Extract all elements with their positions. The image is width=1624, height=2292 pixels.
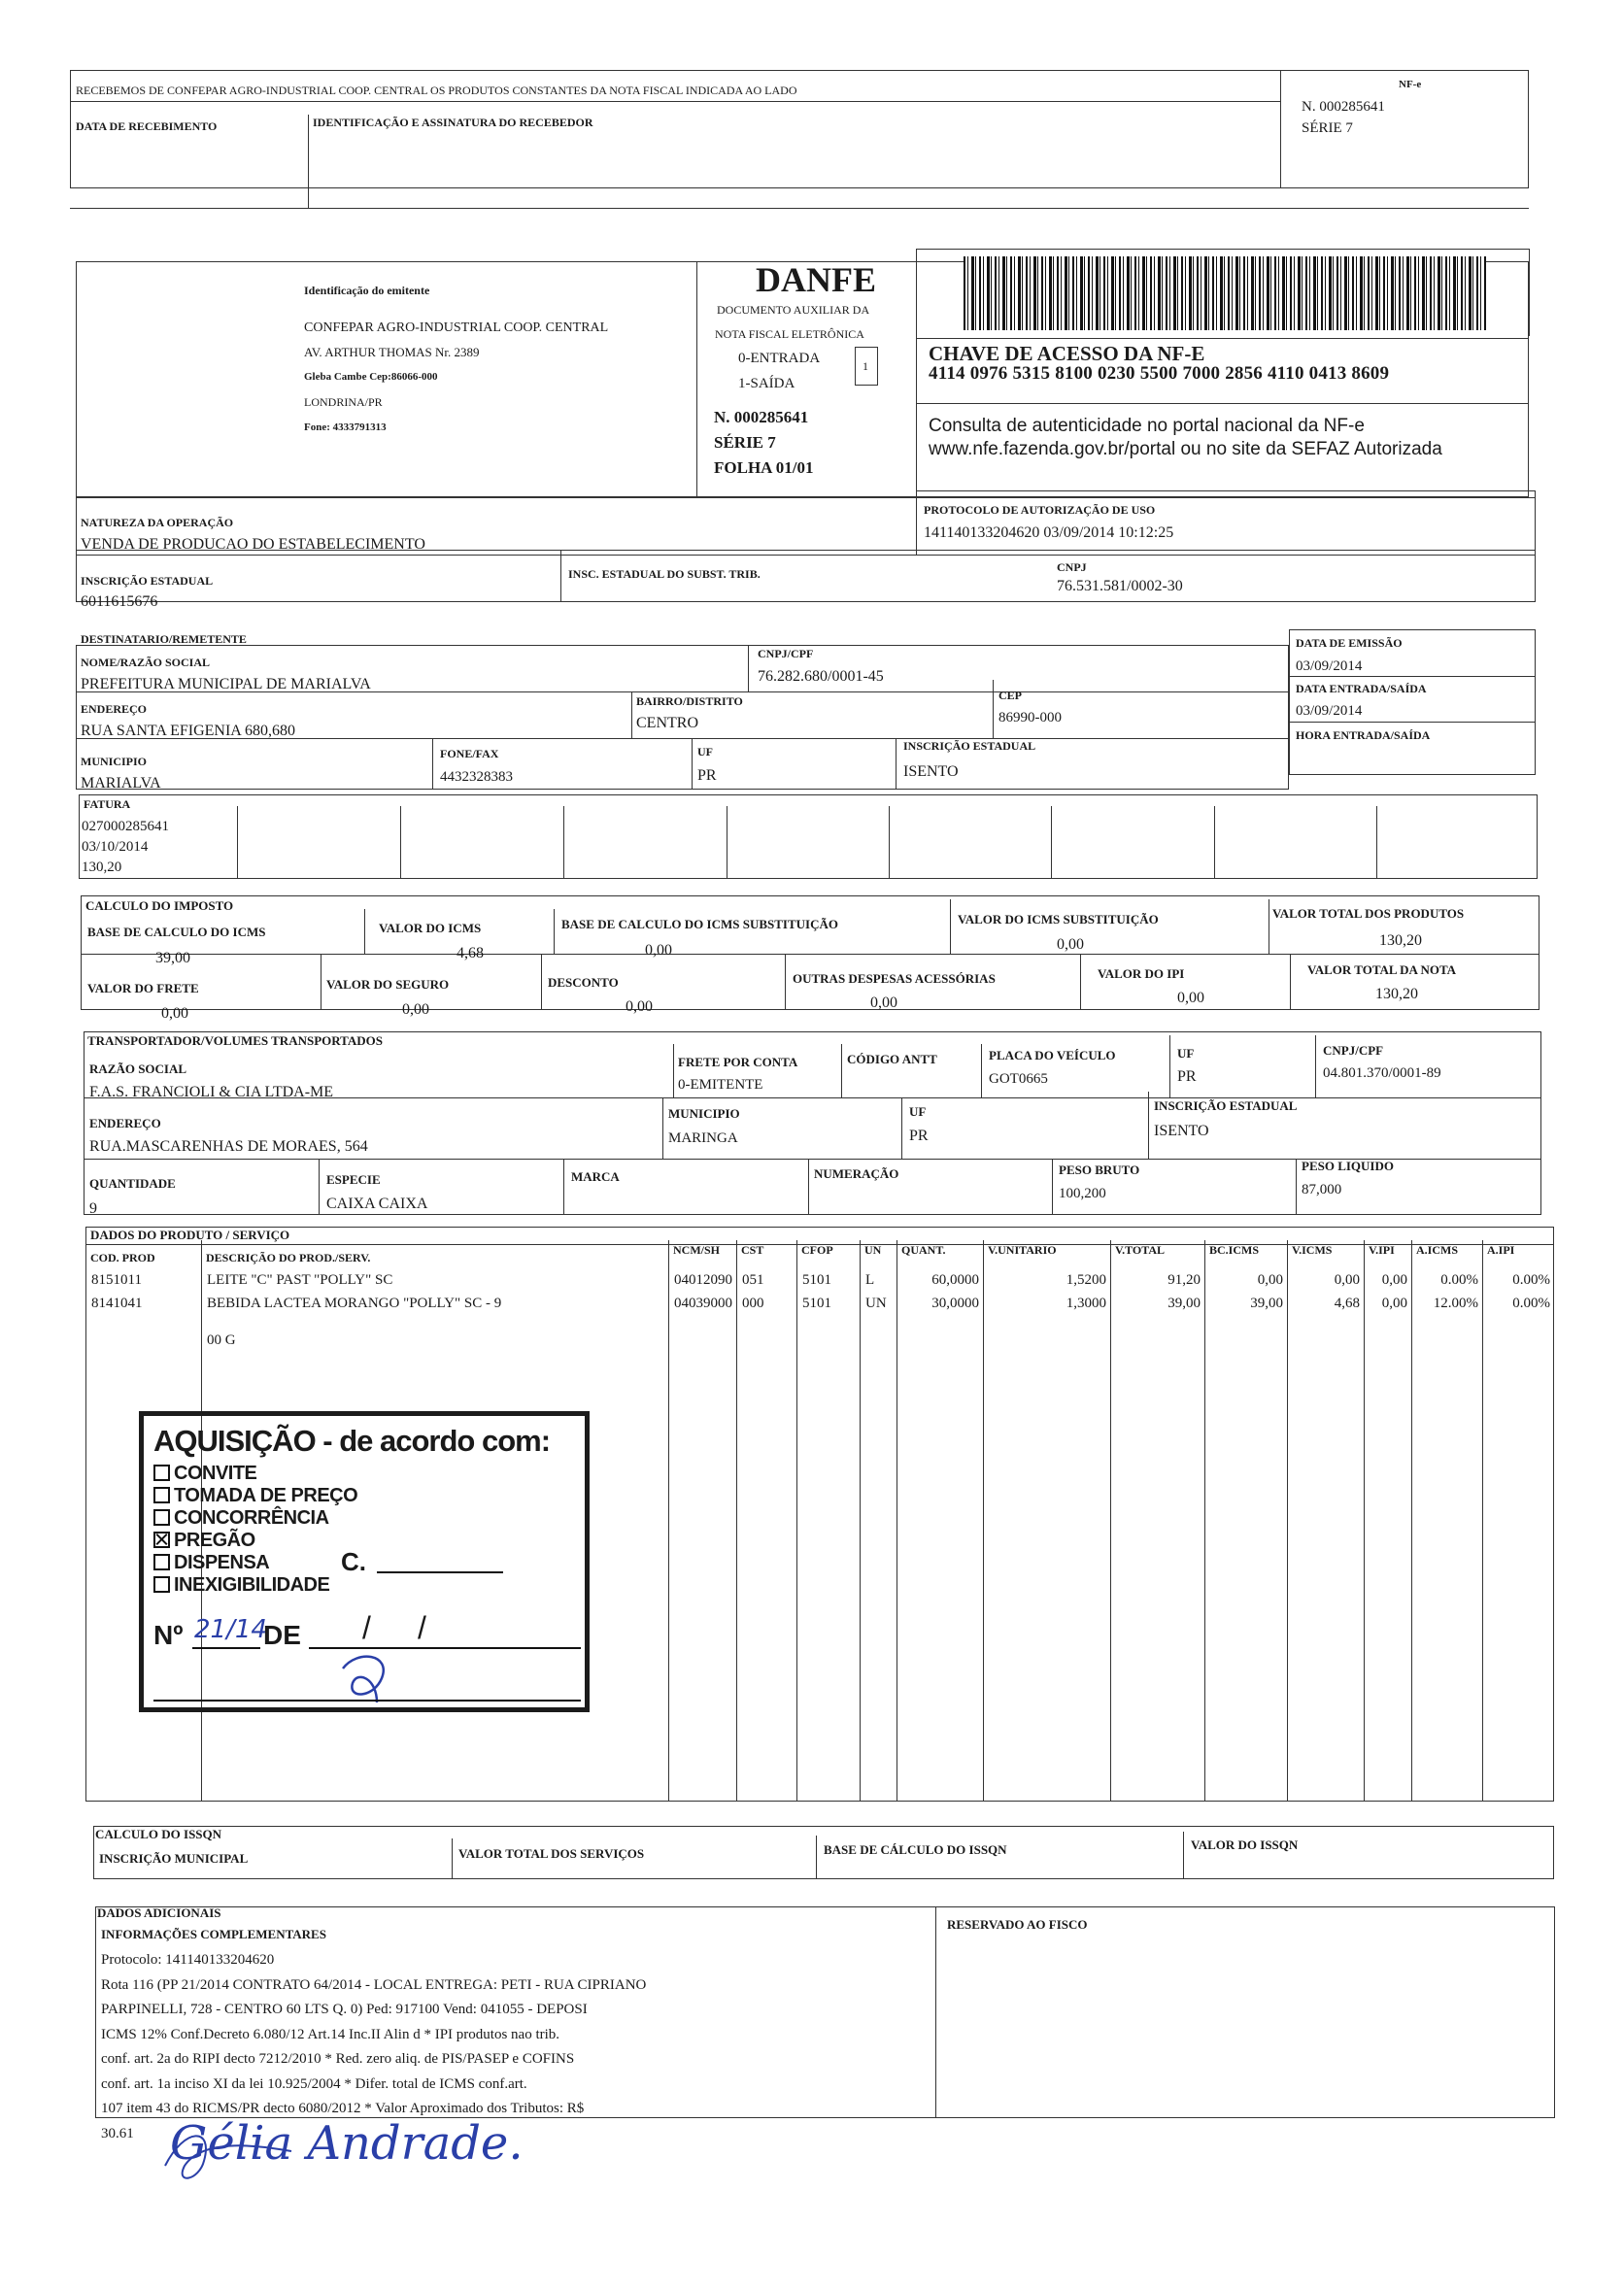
species-label: ESPECIE	[326, 1172, 381, 1187]
table-cell: 12.00%	[1433, 1296, 1478, 1311]
danfe-subtitle-1: DOCUMENTO AUXILIAR DA	[717, 303, 870, 317]
table-cell: 5101	[802, 1296, 831, 1311]
info-line: conf. art. 2a do RIPI decto 7212/2010 * Red. zero aliq. de PIS/PASEP e COFINS	[101, 2051, 575, 2067]
vehicle-plate: GOT0665	[989, 1071, 1048, 1087]
table-cell: 8141041	[91, 1296, 143, 1311]
divider	[560, 550, 561, 602]
divider	[1214, 806, 1215, 879]
carrier-ie-label: INSCRIÇÃO ESTADUAL	[1154, 1098, 1298, 1113]
stamp-number-label: Nº	[153, 1620, 184, 1650]
divider	[1051, 806, 1052, 879]
table-cell: 0,00	[1257, 1272, 1283, 1288]
divider	[841, 1044, 842, 1097]
divider	[631, 691, 632, 738]
divider	[432, 738, 433, 790]
receipt-series: SÉRIE 7	[1302, 120, 1353, 136]
freight-mode: 0-EMITENTE	[678, 1077, 763, 1093]
carrier-municipality-label: MUNICIPIO	[668, 1106, 740, 1121]
column-header: V.ICMS	[1292, 1243, 1333, 1257]
stamp-option-label: PREGÃO	[174, 1530, 255, 1551]
divider	[554, 909, 555, 954]
access-key-label: CHAVE DE ACESSO DA NF-E	[929, 342, 1205, 365]
danfe-type: 1	[863, 359, 868, 373]
icms-base-label: BASE DE CALCULO DO ICMS	[87, 925, 266, 939]
table-cell: L	[865, 1272, 875, 1288]
recipient-district: CENTRO	[636, 715, 698, 731]
stamp-option	[153, 1552, 357, 1574]
divider	[935, 1906, 936, 2118]
recipient-name: PREFEITURA MUNICIPAL DE MARIALVA	[81, 676, 371, 692]
carrier-municipality: MARINGA	[668, 1130, 738, 1146]
table-cell: 051	[742, 1272, 764, 1288]
additional-section: DADOS ADICIONAIS	[97, 1905, 221, 1920]
info-line: ICMS 12% Conf.Decreto 6.080/12 Art.14 Inc.II Alin d * IPI produtos nao trib.	[101, 2026, 560, 2042]
stamp-option	[153, 1485, 357, 1507]
divider	[916, 490, 1536, 491]
table-cell: 00 G	[207, 1332, 236, 1348]
divider	[1280, 70, 1281, 188]
info-line: Protocolo: 141140133204620	[101, 1952, 275, 1968]
column-header: CFOP	[801, 1243, 833, 1257]
net-weight-label: PESO LIQUIDO	[1302, 1159, 1394, 1173]
issuer-district: Gleba Cambe Cep:86066-000	[304, 371, 438, 383]
divider	[319, 1159, 320, 1215]
products-total: 130,20	[1379, 932, 1422, 949]
recipient-ie-label: INSCRIÇÃO ESTADUAL	[903, 739, 1036, 753]
carrier-uf-label: UF	[1177, 1046, 1195, 1061]
divider	[1183, 1832, 1184, 1879]
icms-st-value: 0,00	[1057, 936, 1084, 953]
stamp-signature-line	[153, 1700, 581, 1702]
carrier-address-label: ENDEREÇO	[89, 1116, 161, 1130]
district-label: BAIRRO/DISTRITO	[636, 694, 743, 708]
column-divider	[736, 1240, 737, 1802]
divider	[400, 806, 401, 879]
table-cell: 000	[742, 1296, 764, 1311]
municipality-label: MUNICIPIO	[81, 755, 147, 768]
carrier-section: TRANSPORTADOR/VOLUMES TRANSPORTADOS	[87, 1033, 384, 1048]
entry-date: 03/09/2014	[1296, 703, 1363, 719]
divider	[916, 403, 1529, 404]
table-cell: LEITE "C" PAST "POLLY" SC	[207, 1272, 393, 1288]
divider	[950, 899, 951, 954]
column-header: BC.ICMS	[1209, 1243, 1260, 1257]
insurance-label: VALOR DO SEGURO	[326, 977, 450, 992]
stamp-c-line	[377, 1571, 503, 1573]
divider	[1080, 954, 1081, 1010]
danfe-series: SÉRIE 7	[714, 433, 776, 452]
cep-label: CEP	[998, 689, 1022, 702]
recipient-section: DESTINATARIO/REMETENTE	[81, 632, 247, 646]
entry-time-label: HORA ENTRADA/SAÍDA	[1296, 728, 1431, 742]
carrier-name: F.A.S. FRANCIOLI & CIA LTDA-ME	[89, 1084, 334, 1100]
registration-box	[76, 550, 1536, 602]
column-header: UN	[864, 1243, 882, 1257]
table-cell: 0.00%	[1512, 1272, 1550, 1288]
uf-label: UF	[697, 745, 713, 758]
recipient-cnpj: 76.282.680/0001-45	[758, 668, 884, 685]
danfe-entrada: 0-ENTRADA	[738, 351, 821, 366]
column-header: V.UNITARIO	[988, 1243, 1057, 1257]
state-registration-label: INSCRIÇÃO ESTADUAL	[81, 574, 214, 588]
info-line: 107 item 43 do RICMS/PR decto 6080/2012 * Valor Aproximado dos Tributos: R$	[101, 2101, 585, 2116]
divider	[1296, 1159, 1297, 1215]
divider	[692, 738, 693, 790]
column-header: V.TOTAL	[1115, 1243, 1166, 1257]
column-divider	[1204, 1240, 1205, 1802]
phone-label: FONE/FAX	[440, 747, 499, 760]
issqn-base-label: BASE DE CÁLCULO DO ISSQN	[824, 1842, 1007, 1857]
ipi-label: VALOR DO IPI	[1098, 966, 1185, 981]
subst-registration-label: INSC. ESTADUAL DO SUBST. TRIB.	[568, 567, 761, 581]
table-cell: 0.00%	[1440, 1272, 1478, 1288]
authenticity-line-1: Consulta de autenticidade no portal nacional da NF-e	[929, 416, 1365, 436]
divider	[1289, 722, 1536, 723]
recipient-phone: 4432328383	[440, 769, 513, 785]
divider	[81, 954, 1539, 955]
table-cell: 0.00%	[1512, 1296, 1550, 1311]
table-cell: 1,5200	[1066, 1272, 1106, 1288]
checkbox-icon	[153, 1509, 170, 1526]
recipient-ie: ISENTO	[903, 763, 959, 780]
stamp-option-label: INEXIGIBILIDADE	[174, 1574, 330, 1596]
stamp-number-line	[192, 1647, 260, 1649]
divider	[916, 338, 1529, 339]
carrier-cnpj-label: CNPJ/CPF	[1323, 1043, 1384, 1058]
recipient-name-label: NOME/RAZÃO SOCIAL	[81, 656, 211, 669]
info-line: PARPINELLI, 728 - CENTRO 60 LTS Q. 0) Ped: 917100 Vend: 041055 - DEPOSI	[101, 2002, 588, 2017]
issuer-name: CONFEPAR AGRO-INDUSTRIAL COOP. CENTRAL	[304, 320, 609, 335]
table-cell: 04039000	[674, 1296, 732, 1311]
checkbox-icon	[153, 1487, 170, 1503]
species-value: CAIXA CAIXA	[326, 1196, 428, 1212]
divider	[452, 1838, 453, 1879]
issuer-cnpj-label: CNPJ	[1057, 560, 1087, 574]
checkbox-icon	[153, 1576, 170, 1593]
recipient-cep: 86990-000	[998, 710, 1062, 725]
divider	[889, 806, 890, 879]
stamp-date-slash: /	[418, 1610, 426, 1645]
column-header: COD. PROD	[90, 1251, 155, 1264]
column-divider	[983, 1240, 984, 1802]
checkbox-icon	[153, 1465, 170, 1481]
recipient-address: RUA SANTA EFIGENIA 680,680	[81, 723, 295, 739]
column-divider	[668, 1240, 669, 1802]
info-line: conf. art. 1a inciso XI da lei 10.925/2004 * Difer. total de ICMS conf.art.	[101, 2075, 527, 2092]
gross-weight-label: PESO BRUTO	[1059, 1163, 1140, 1177]
quantity-label: QUANTIDADE	[89, 1176, 176, 1191]
invoice-total: 130,20	[1375, 986, 1418, 1002]
stamp-option	[153, 1507, 357, 1530]
divider	[748, 645, 749, 691]
divider	[1529, 249, 1530, 336]
info-line: Rota 116 (PP 21/2014 CONTRATO 64/2014 - LOCAL ENTREGA: PETI - RUA CIPRIANO	[101, 1976, 647, 1993]
plate-label: PLACA DO VEÍCULO	[989, 1048, 1116, 1062]
icms-st-base: 0,00	[645, 942, 672, 959]
brand-label: MARCA	[571, 1169, 620, 1184]
invoice-total-label: VALOR TOTAL DA NOTA	[1307, 962, 1457, 977]
divider	[563, 806, 564, 879]
issuer-city: LONDRINA/PR	[304, 395, 383, 409]
divider	[1376, 806, 1377, 879]
numbering-label: NUMERAÇÃO	[814, 1166, 899, 1181]
carrier-cnpj: 04.801.370/0001-89	[1323, 1065, 1441, 1081]
operation-label: NATUREZA DA OPERAÇÃO	[81, 516, 234, 529]
recipient-uf: PR	[697, 767, 717, 784]
stamp-options	[153, 1463, 357, 1597]
column-header: QUANT.	[901, 1243, 946, 1257]
invoice-section: FATURA	[84, 797, 131, 811]
stamp-option	[153, 1574, 357, 1597]
discount-label: DESCONTO	[548, 975, 619, 990]
table-cell: 39,00	[1167, 1296, 1201, 1311]
divider	[662, 1097, 663, 1159]
divider	[916, 249, 1530, 250]
carrier-uf2: PR	[909, 1128, 929, 1144]
ipi-value: 0,00	[1177, 990, 1204, 1006]
recipient-municipality: MARIALVA	[81, 775, 161, 792]
table-cell: 0,00	[1381, 1272, 1407, 1288]
invoice-due-date: 03/10/2014	[82, 839, 149, 855]
recipient-dates-box	[1289, 629, 1536, 775]
table-cell: UN	[865, 1296, 887, 1311]
products-total-label: VALOR TOTAL DOS PRODUTOS	[1272, 906, 1465, 921]
danfe-subtitle-2: NOTA FISCAL ELETRÔNICA	[715, 327, 864, 341]
column-divider	[796, 1240, 797, 1802]
divider	[563, 1159, 564, 1215]
complementary-info-label: INFORMAÇÕES COMPLEMENTARES	[101, 1927, 326, 1941]
quantity-value: 9	[89, 1200, 97, 1217]
issue-date-label: DATA DE EMISSÃO	[1296, 636, 1403, 650]
freight-mode-label: FRETE POR CONTA	[678, 1055, 798, 1069]
divider	[1290, 954, 1291, 1010]
column-divider	[1364, 1240, 1365, 1802]
table-cell: 04012090	[674, 1272, 732, 1288]
stamp-c-label: C.	[341, 1547, 366, 1576]
carrier-address: RUA.MASCARENHAS DE MORAES, 564	[89, 1138, 368, 1155]
access-key-value: 4114 0976 5315 8100 0230 5500 7000 2856 4110 0413 8609	[929, 363, 1390, 384]
table-cell: 91,20	[1167, 1272, 1201, 1288]
divider	[993, 680, 994, 738]
divider	[896, 738, 897, 790]
icms-st-base-label: BASE DE CALCULO DO ICMS SUBSTITUIÇÃO	[561, 917, 838, 931]
divider	[70, 101, 1280, 102]
column-header: NCM/SH	[673, 1243, 720, 1257]
column-divider	[1110, 1240, 1111, 1802]
checkbox-icon	[153, 1554, 170, 1570]
stamp-option-label: TOMADA DE PREÇO	[174, 1485, 358, 1506]
danfe-sheet: FOLHA 01/01	[714, 458, 814, 477]
products-section: DADOS DO PRODUTO / SERVIÇO	[90, 1228, 290, 1242]
operation-value: VENDA DE PRODUCAO DO ESTABELECIMENTO	[81, 536, 425, 553]
address-label: ENDEREÇO	[81, 702, 148, 716]
divider	[808, 1159, 809, 1215]
table-cell: 4,68	[1334, 1296, 1360, 1311]
table-cell: 0,00	[1381, 1296, 1407, 1311]
checkbox-icon	[153, 1532, 170, 1548]
issqn-value-label: VALOR DO ISSQN	[1191, 1837, 1299, 1852]
divider	[673, 1044, 674, 1097]
icms-value: 4,68	[457, 945, 484, 961]
stamp-date-slash: /	[362, 1610, 371, 1645]
divider	[901, 1097, 902, 1159]
table-cell: 0,00	[1334, 1272, 1360, 1288]
table-cell: 30,0000	[931, 1296, 979, 1311]
invoice-number: 027000285641	[82, 819, 169, 834]
stamp-option-label: CONCORRÊNCIA	[174, 1507, 329, 1529]
danfe-saida: 1-SAÍDA	[738, 376, 795, 391]
divider	[70, 208, 1529, 209]
freight-label: VALOR DO FRETE	[87, 981, 199, 995]
column-header: CST	[741, 1243, 764, 1257]
gross-weight: 100,200	[1059, 1186, 1106, 1201]
carrier-uf: PR	[1177, 1068, 1197, 1085]
divider	[1169, 1035, 1170, 1097]
invoice-box	[79, 794, 1538, 879]
divider	[816, 1836, 817, 1879]
divider	[785, 954, 786, 1010]
carrier-uf2-label: UF	[909, 1104, 927, 1119]
stamp-number: 21/14	[194, 1615, 267, 1644]
icms-value-label: VALOR DO ICMS	[379, 921, 482, 935]
divider	[696, 261, 697, 497]
stamp-option-label: DISPENSA	[174, 1552, 270, 1573]
issue-date: 03/09/2014	[1296, 658, 1363, 674]
table-cell: 39,00	[1250, 1296, 1283, 1311]
stamp-option	[153, 1530, 357, 1552]
freight-value: 0,00	[161, 1005, 188, 1022]
column-divider	[860, 1240, 861, 1802]
divider	[1315, 1035, 1316, 1097]
divider	[237, 806, 238, 879]
table-cell: 60,0000	[931, 1272, 979, 1288]
issuer-phone: Fone: 4333791313	[304, 421, 387, 433]
issuer-address: AV. ARTHUR THOMAS Nr. 2389	[304, 345, 480, 359]
stamp-option	[153, 1463, 357, 1485]
barcode	[964, 256, 1486, 330]
protocol-value: 141140133204620 03/09/2014 10:12:25	[924, 524, 1174, 541]
divider	[916, 490, 917, 556]
column-header: DESCRIÇÃO DO PROD./SERV.	[206, 1251, 371, 1264]
municipal-registration-label: INSCRIÇÃO MUNICIPAL	[99, 1851, 249, 1866]
authenticity-line-2: www.nfe.fazenda.gov.br/portal ou no site da SEFAZ Autorizada	[929, 439, 1442, 459]
danfe-number: N. 000285641	[714, 408, 809, 426]
receipt-signature-label: IDENTIFICAÇÃO E ASSINATURA DO RECEBEDOR	[313, 116, 593, 129]
services-total-label: VALOR TOTAL DOS SERVIÇOS	[458, 1846, 645, 1861]
table-cell: 8151011	[91, 1272, 142, 1288]
other-expenses-value: 0,00	[870, 994, 897, 1011]
stamp-initials	[333, 1649, 401, 1707]
entry-date-label: DATA ENTRADA/SAÍDA	[1296, 682, 1427, 695]
divider	[1289, 676, 1536, 677]
net-weight: 87,000	[1302, 1182, 1342, 1197]
icms-base: 39,00	[155, 950, 190, 966]
divider	[1052, 1159, 1053, 1215]
protocol-label: PROTOCOLO DE AUTORIZAÇÃO DE USO	[924, 503, 1156, 517]
divider	[541, 954, 542, 1010]
column-header: A.ICMS	[1416, 1243, 1459, 1257]
icms-st-value-label: VALOR DO ICMS SUBSTITUIÇÃO	[958, 912, 1159, 927]
stamp-title: AQUISIÇÃO - de acordo com:	[153, 1424, 551, 1458]
column-divider	[1482, 1240, 1483, 1802]
divider	[1148, 1092, 1149, 1159]
insurance-value: 0,00	[402, 1001, 429, 1018]
divider	[981, 1044, 982, 1097]
issuer-cnpj-value: 76.531.581/0002-30	[1057, 578, 1183, 594]
column-header: A.IPI	[1487, 1243, 1515, 1257]
carrier-ie: ISENTO	[1154, 1123, 1209, 1139]
handwritten-signature: Gélia Andrade.	[170, 2116, 524, 2171]
stamp-option-label: CONVITE	[174, 1463, 257, 1484]
receipt-date-label: DATA DE RECEBIMENTO	[76, 119, 218, 133]
divider	[916, 249, 917, 497]
column-divider	[1411, 1240, 1412, 1802]
column-divider	[1287, 1240, 1288, 1802]
fisco-label: RESERVADO AO FISCO	[947, 1917, 1088, 1932]
info-line: 30.61	[101, 2125, 134, 2141]
recipient-cnpj-label: CNPJ/CPF	[758, 647, 814, 660]
issuer-label: Identificação do emitente	[304, 284, 430, 297]
divider	[364, 909, 365, 954]
stamp-de: DE	[263, 1620, 301, 1650]
column-header: V.IPI	[1369, 1243, 1395, 1257]
state-registration-value: 6011615676	[81, 593, 158, 610]
antt-label: CÓDIGO ANTT	[847, 1052, 937, 1066]
table-cell: 5101	[802, 1272, 831, 1288]
table-cell: BEBIDA LACTEA MORANGO "POLLY" SC - 9	[207, 1296, 502, 1311]
other-expenses-label: OUTRAS DESPESAS ACESSÓRIAS	[793, 971, 996, 986]
divider	[1535, 490, 1536, 556]
invoice-amount: 130,20	[82, 860, 122, 875]
table-cell: 1,3000	[1066, 1296, 1106, 1311]
carrier-name-label: RAZÃO SOCIAL	[89, 1062, 187, 1076]
receipt-nfe-label: NF-e	[1399, 79, 1422, 90]
tax-section: CALCULO DO IMPOSTO	[85, 898, 234, 913]
discount-value: 0,00	[626, 998, 653, 1015]
divider	[308, 115, 309, 208]
receipt-number: N. 000285641	[1302, 99, 1385, 115]
danfe-title: DANFE	[756, 260, 876, 299]
issqn-section: CALCULO DO ISSQN	[95, 1827, 222, 1841]
procurement-stamp	[139, 1411, 590, 1712]
receipt-text: RECEBEMOS DE CONFEPAR AGRO-INDUSTRIAL COOP. CENTRAL OS PRODUTOS CONSTANTES DA NOTA FISCAL INDICADA AO LADO	[76, 84, 797, 97]
